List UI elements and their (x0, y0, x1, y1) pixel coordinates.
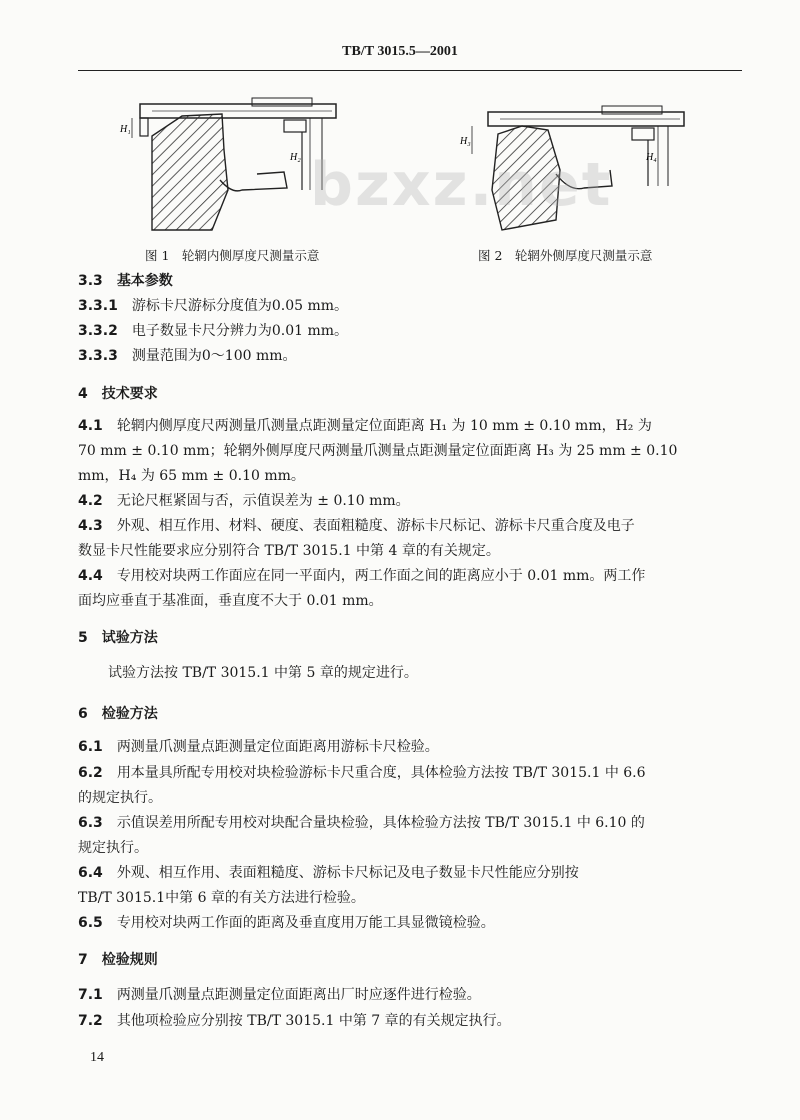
section-heading (78, 628, 158, 648)
clause-line (78, 416, 652, 436)
section-number: 3.3 (78, 273, 103, 289)
clause-text: 两测量爪测量点距测量定位面距离用游标卡尺检验。 (116, 739, 439, 755)
clause-text: 电子数显卡尺分辨力为0.01 mm。 (131, 323, 349, 339)
clause-text: 专用校对块两工作面应在同一平面内，两工作面之间的距离应小于 0.01 mm。两工作 (116, 568, 646, 584)
clause-text: 示值误差用所配专用校对块配合量块检验，具体检验方法按 TB/T 3015.1 中 6.10 的 (116, 815, 645, 831)
section-heading (78, 704, 158, 724)
clause-line (78, 566, 645, 586)
clause-continuation: TB/T 3015.1中第 6 章的有关方法进行检验。 (78, 890, 365, 906)
section-title: 检验规则 (101, 952, 158, 968)
clause-text: 游标卡尺游标分度值为0.05 mm。 (131, 298, 349, 314)
clause-text: 外观、相互作用、表面粗糙度、游标卡尺标记及电子数显卡尺性能应分别按 (116, 865, 579, 881)
clause-text: 两测量爪测量点距测量定位面距离出厂时应逐件进行检验。 (116, 987, 481, 1003)
header-rule (78, 70, 742, 71)
label-h4: H₄ (646, 152, 657, 163)
section-heading (78, 950, 158, 970)
section-number: 5 (78, 630, 88, 646)
clause-number: 7.1 (78, 987, 103, 1003)
clause-text: 测量范围为0～100 mm。 (131, 348, 297, 364)
clause-number: 7.2 (78, 1013, 103, 1029)
clause-line (78, 737, 439, 757)
clause-line (78, 813, 645, 833)
page-number: 14 (90, 1050, 104, 1065)
clause-number: 4.4 (78, 568, 103, 584)
clause-continuation: mm，H₄ 为 65 mm ± 0.10 mm。 (78, 468, 305, 484)
clause-line (78, 491, 410, 511)
section-number: 7 (78, 952, 88, 968)
clause-line (78, 321, 348, 341)
clause-continuation: 数显卡尺性能要求应分别符合 TB/T 3015.1 中第 4 章的有关规定。 (78, 543, 500, 559)
clause-line (78, 763, 646, 783)
clause-continuation: 70 mm ± 0.10 mm；轮辋外侧厚度尺两测量爪测量点距测量定位面距离 H₃ 为 25 mm ± 0.10 (78, 443, 678, 459)
clause-number: 3.3.3 (78, 348, 118, 364)
section-number: 6 (78, 706, 88, 722)
clause-line (78, 863, 579, 883)
section-title: 技术要求 (101, 386, 158, 402)
section-title: 基本参数 (116, 273, 173, 289)
section-heading (78, 271, 173, 291)
section-heading (78, 384, 158, 404)
clause-text: 专用校对块两工作面的距离及垂直度用万能工具显微镜检验。 (116, 915, 495, 931)
clause-continuation: 试验方法按 TB/T 3015.1 中第 5 章的规定进行。 (108, 665, 418, 681)
clause-number: 3.3.2 (78, 323, 118, 339)
label-h2: H₂ (290, 152, 301, 163)
clause-text: 无论尺框紧固与否，示值误差为 ± 0.10 mm。 (116, 493, 410, 509)
page-header: TB/T 3015.5—2001 (342, 44, 458, 59)
figure-1-caption: 图 1 轮辋内侧厚度尺测量示意 (145, 248, 320, 263)
clause-number: 6.5 (78, 915, 103, 931)
clause-number: 4.2 (78, 493, 103, 509)
clause-line (78, 913, 495, 933)
clause-text: 用本量具所配专用校对块检验游标卡尺重合度，具体检验方法按 TB/T 3015.1 中 6.6 (116, 765, 646, 781)
clause-number: 6.4 (78, 865, 103, 881)
label-h1: H₁ (120, 124, 131, 135)
figure-1-diagram (112, 90, 342, 235)
clause-line (78, 516, 635, 536)
section-title: 试验方法 (101, 630, 158, 646)
label-h3: H₃ (460, 136, 471, 147)
section-number: 4 (78, 386, 88, 402)
clause-number: 6.3 (78, 815, 103, 831)
clause-continuation: 规定执行。 (78, 840, 148, 856)
clause-number: 6.2 (78, 765, 103, 781)
clause-number: 3.3.1 (78, 298, 118, 314)
clause-text: 其他项检验应分别按 TB/T 3015.1 中第 7 章的有关规定执行。 (116, 1013, 511, 1029)
clause-number: 6.1 (78, 739, 103, 755)
clause-number: 4.3 (78, 518, 103, 534)
clause-text: 轮辋内侧厚度尺两测量爪测量点距测量定位面距离 H₁ 为 10 mm ± 0.10 mm，H₂ 为 (116, 418, 652, 434)
clause-number: 4.1 (78, 418, 103, 434)
clause-continuation: 面均应垂直于基准面，垂直度不大于 0.01 mm。 (78, 593, 383, 609)
clause-line (78, 985, 481, 1005)
clause-line (78, 296, 348, 316)
section-title: 检验方法 (101, 706, 158, 722)
clause-text: 外观、相互作用、材料、硬度、表面粗糙度、游标卡尺标记、游标卡尺重合度及电子 (116, 518, 635, 534)
figure-2-caption: 图 2 轮辋外侧厚度尺测量示意 (478, 248, 653, 263)
clause-line (78, 346, 297, 366)
clause-line (78, 1011, 511, 1031)
clause-continuation: 的规定执行。 (78, 790, 162, 806)
watermark: bzxz.net (310, 150, 613, 220)
